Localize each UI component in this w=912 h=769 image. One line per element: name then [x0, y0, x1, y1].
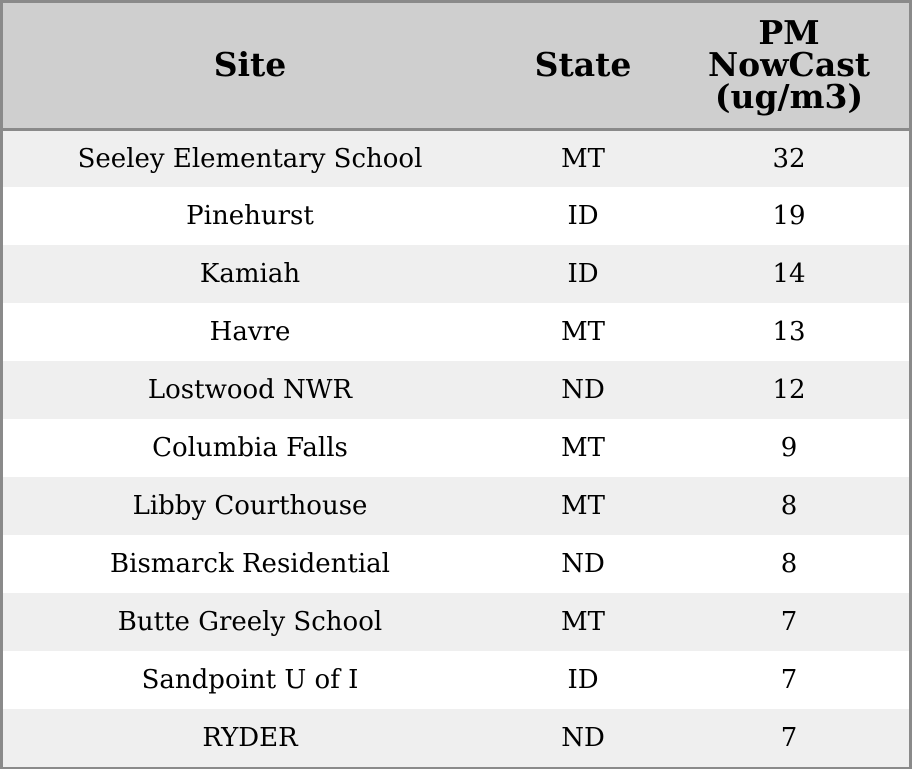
- cell-site: Kamiah: [199, 259, 301, 289]
- cell-state: ID: [567, 259, 599, 289]
- cell-site: RYDER: [202, 723, 298, 753]
- table-row: [3, 593, 909, 651]
- cell-state: ID: [567, 665, 599, 695]
- table-row: [3, 709, 909, 767]
- header-state: State: [497, 3, 669, 129]
- header-row: [3, 3, 909, 129]
- cell-pm: 8: [780, 549, 798, 579]
- cell-site: Sandpoint U of I: [141, 665, 359, 695]
- cell-pm: 19: [772, 201, 806, 231]
- cell-state: ND: [561, 375, 605, 405]
- cell-pm: 7: [780, 665, 798, 695]
- table-row: [3, 535, 909, 593]
- cell-state: MT: [561, 491, 605, 521]
- cell-pm: 12: [772, 375, 806, 405]
- table-row: [3, 129, 909, 187]
- cell-pm: 13: [772, 317, 806, 347]
- cell-state: ND: [561, 723, 605, 753]
- cell-site: Libby Courthouse: [132, 491, 368, 521]
- cell-site: Bismarck Residential: [110, 549, 390, 579]
- table-row: [3, 303, 909, 361]
- cell-state: ID: [567, 201, 599, 231]
- cell-site: Butte Greely School: [117, 607, 383, 637]
- header-site: Site: [3, 3, 497, 129]
- cell-pm: 7: [780, 607, 798, 637]
- cell-site: Pinehurst: [186, 201, 314, 231]
- table-row: [3, 651, 909, 709]
- cell-site: Columbia Falls: [152, 433, 348, 463]
- cell-site: Havre: [209, 317, 291, 347]
- table-row: [3, 361, 909, 419]
- cell-state: ND: [561, 549, 605, 579]
- cell-state: MT: [561, 317, 605, 347]
- cell-site: Lostwood NWR: [147, 375, 353, 405]
- cell-pm: 8: [780, 491, 798, 521]
- table-body: [3, 129, 909, 767]
- table-row: [3, 187, 909, 245]
- cell-state: MT: [561, 433, 605, 463]
- cell-pm: 9: [780, 433, 798, 463]
- header-pm-line2: NowCast: [707, 45, 871, 85]
- cell-state: MT: [561, 143, 605, 174]
- cell-pm: 14: [772, 259, 806, 289]
- header-pm-line3: (ug/m3): [714, 77, 864, 117]
- header-pm-nowcast: [669, 3, 909, 129]
- table-row: [3, 245, 909, 303]
- header-pm-line1: PM: [758, 13, 820, 53]
- cell-site: Seeley Elementary School: [77, 143, 423, 174]
- table-row: [3, 419, 909, 477]
- cell-pm: 32: [772, 143, 806, 174]
- table-header: [3, 3, 909, 129]
- table-row: [3, 477, 909, 535]
- cell-state: MT: [561, 607, 605, 637]
- cell-pm: 7: [780, 723, 798, 753]
- pm-nowcast-table: [3, 3, 909, 767]
